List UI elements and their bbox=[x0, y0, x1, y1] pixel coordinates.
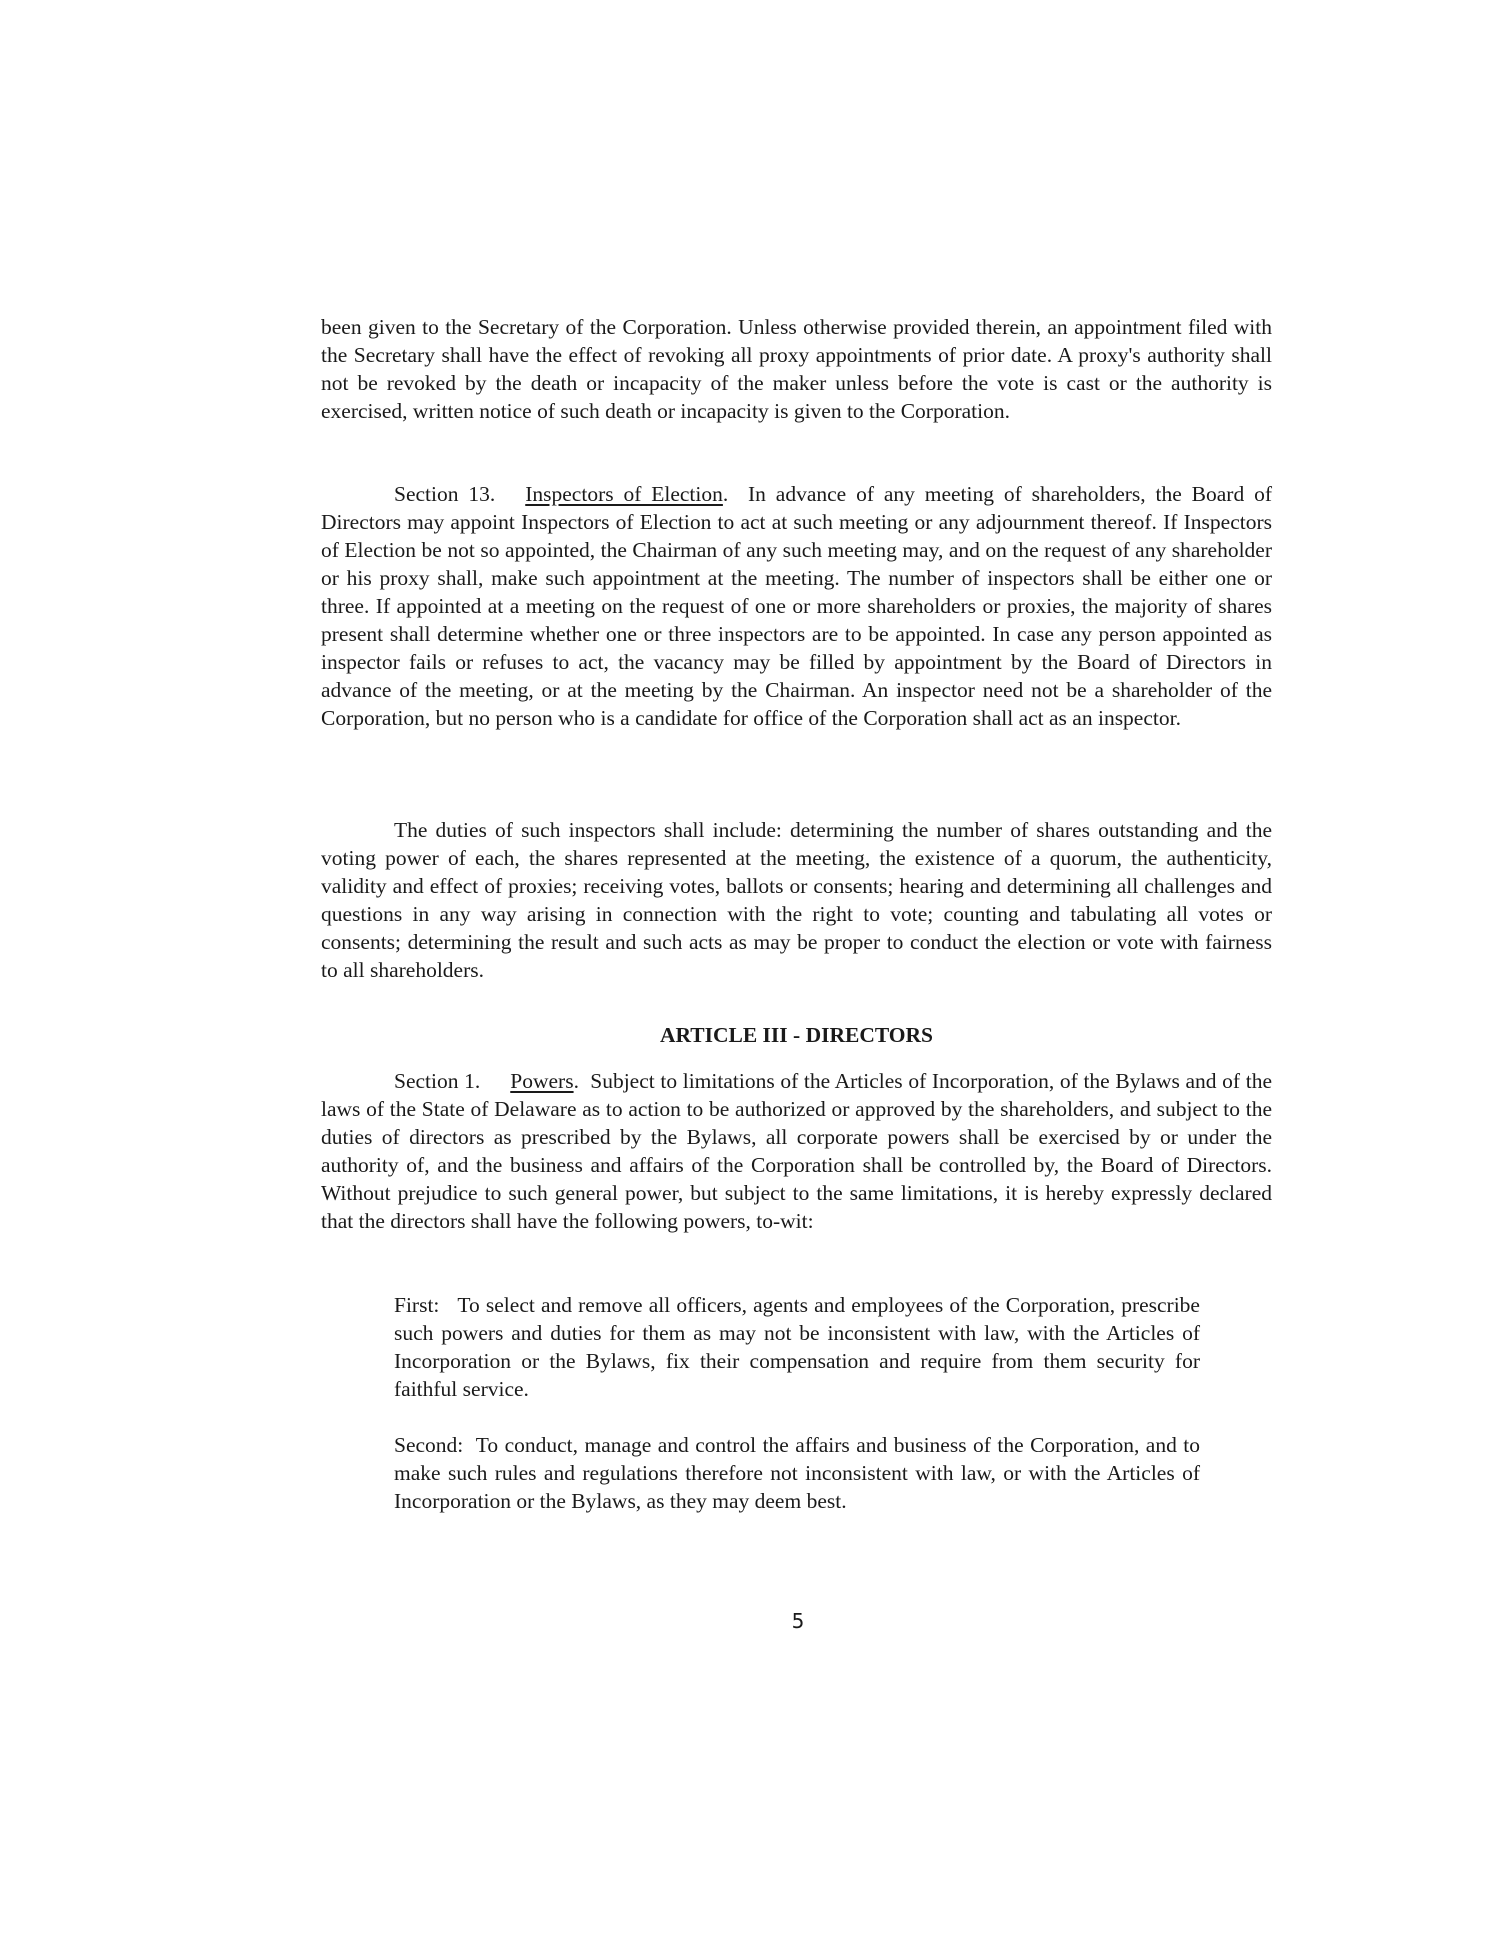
power-first-label: First: bbox=[394, 1293, 440, 1317]
duties-text: The duties of such inspectors shall include: determining the number of shares outstanding and the voting power of each, the shares represented at the meeting, the existence of a quorum, the authenticity, validity and effect of proxies; receiving votes, ballots or consents; hearing and determining all challenges and questions in any way arising in connection with the right to vote; counting and tabulating all votes or consents; determining the result and such acts as may be proper to conduct the election or vote with fairness to all shareholders. bbox=[321, 818, 1272, 982]
power-second-text: To conduct, manage and control the affairs and business of the Corporation, and to make such rules and regulations therefore not inconsistent with law, or with the Articles of Incorporation or the Bylaws, as they may deem best. bbox=[394, 1433, 1200, 1513]
article-heading: ARTICLE III - DIRECTORS bbox=[659, 1023, 934, 1047]
power-first-paragraph bbox=[394, 1291, 1200, 1403]
page-number: 5 bbox=[791, 1609, 805, 1633]
power-second-label: Second: bbox=[394, 1433, 464, 1457]
section-13-text: In advance of any meeting of shareholders, the Board of Directors may appoint Inspectors of Election to act at such meeting or any adjournment thereof. If Inspectors of Election be not so appointed, the Chairman of any such meeting may, and on the request of any shareholder or his proxy shall, make such appointment at the meeting. The number of inspectors shall be either one or three. If appointed at a meeting on the request of one or more shareholders or proxies, the majority of shares present shall determine whether one or three inspectors are to be appointed. In case any person appointed as inspector fails or refuses to act, the vacancy may be filled by appointment by the Board of Directors in advance of the meeting, or at the meeting by the Chairman. An inspector need not be a shareholder of the Corporation, but no person who is a candidate for office of the Corporation shall act as an inspector. bbox=[321, 482, 1272, 730]
power-second-paragraph bbox=[394, 1431, 1200, 1515]
section-1-label: Section 1. bbox=[394, 1069, 481, 1093]
section-1-text: Subject to limitations of the Articles of Incorporation, of the Bylaws and of the laws of the State of Delaware as to action to be authorized or approved by the shareholders, and subject to the duties of directors as prescribed by the Bylaws, all corporate powers shall be exercised by or under the authority of, and the business and affairs of the Corporation shall be controlled by, the Board of Directors. Without prejudice to such general power, but subject to the same limitations, it is hereby expressly declared that the directors shall have the following powers, to-wit: bbox=[321, 1069, 1272, 1233]
power-first-text: To select and remove all officers, agents and employees of the Corporation, prescribe such powers and duties for them as may not be inconsistent with law, with the Articles of Incorporation or the Bylaws, fix their compensation and require from them security for faithful service. bbox=[394, 1293, 1200, 1401]
section-13-label: Section 13. bbox=[394, 482, 496, 506]
section-13-title: Inspectors of Election bbox=[525, 482, 723, 506]
duties-paragraph bbox=[321, 816, 1272, 984]
section-1-paragraph: Section 1. Powers. Subject to limitations of the Articles of Incorporation, of the Bylaws and of the laws of the State of Delaware as to action to be authorized or approved by the shareholders, and subject to the duties of directors as prescribed by the Bylaws, all corporate powers shall be exercised by or under the authority of, and the business and affairs of the Corporation shall be controlled by, the Board of Directors. Without prejudice to such general power, but subject to the same limitations, it is hereby expressly declared that the directors shall have the following powers, to-wit: bbox=[321, 1069, 1272, 1233]
continuation-text: been given to the Secretary of the Corporation. Unless otherwise provided therein, an appointment filed with the Secretary shall have the effect of revoking all proxy appointments of prior date. A proxy's authority shall not be revoked by the death or incapacity of the maker unless before the vote is cast or the authority is exercised, written notice of such death or incapacity is given to the Corporation. bbox=[321, 315, 1272, 423]
section-13-paragraph: Section 13. Inspectors of Election. In advance of any meeting of shareholders, the Board of Directors may appoint Inspectors of Election to act at such meeting or any adjournment thereof. If Inspectors of Election be not so appointed, the Chairman of any such meeting may, and on the request of any shareholder or his proxy shall, make such appointment at the meeting. The number of inspectors shall be either one or three. If appointed at a meeting on the request of one or more shareholders or proxies, the majority of shares present shall determine whether one or three inspectors are to be appointed. In case any person appointed as inspector fails or refuses to act, the vacancy may be filled by appointment by the Board of Directors in advance of the meeting, or at the meeting by the Chairman. An inspector need not be a shareholder of the Corporation, but no person who is a candidate for office of the Corporation shall act as an inspector. bbox=[321, 482, 1272, 730]
continuation-paragraph bbox=[321, 313, 1272, 425]
section-1-title: Powers bbox=[510, 1069, 574, 1093]
